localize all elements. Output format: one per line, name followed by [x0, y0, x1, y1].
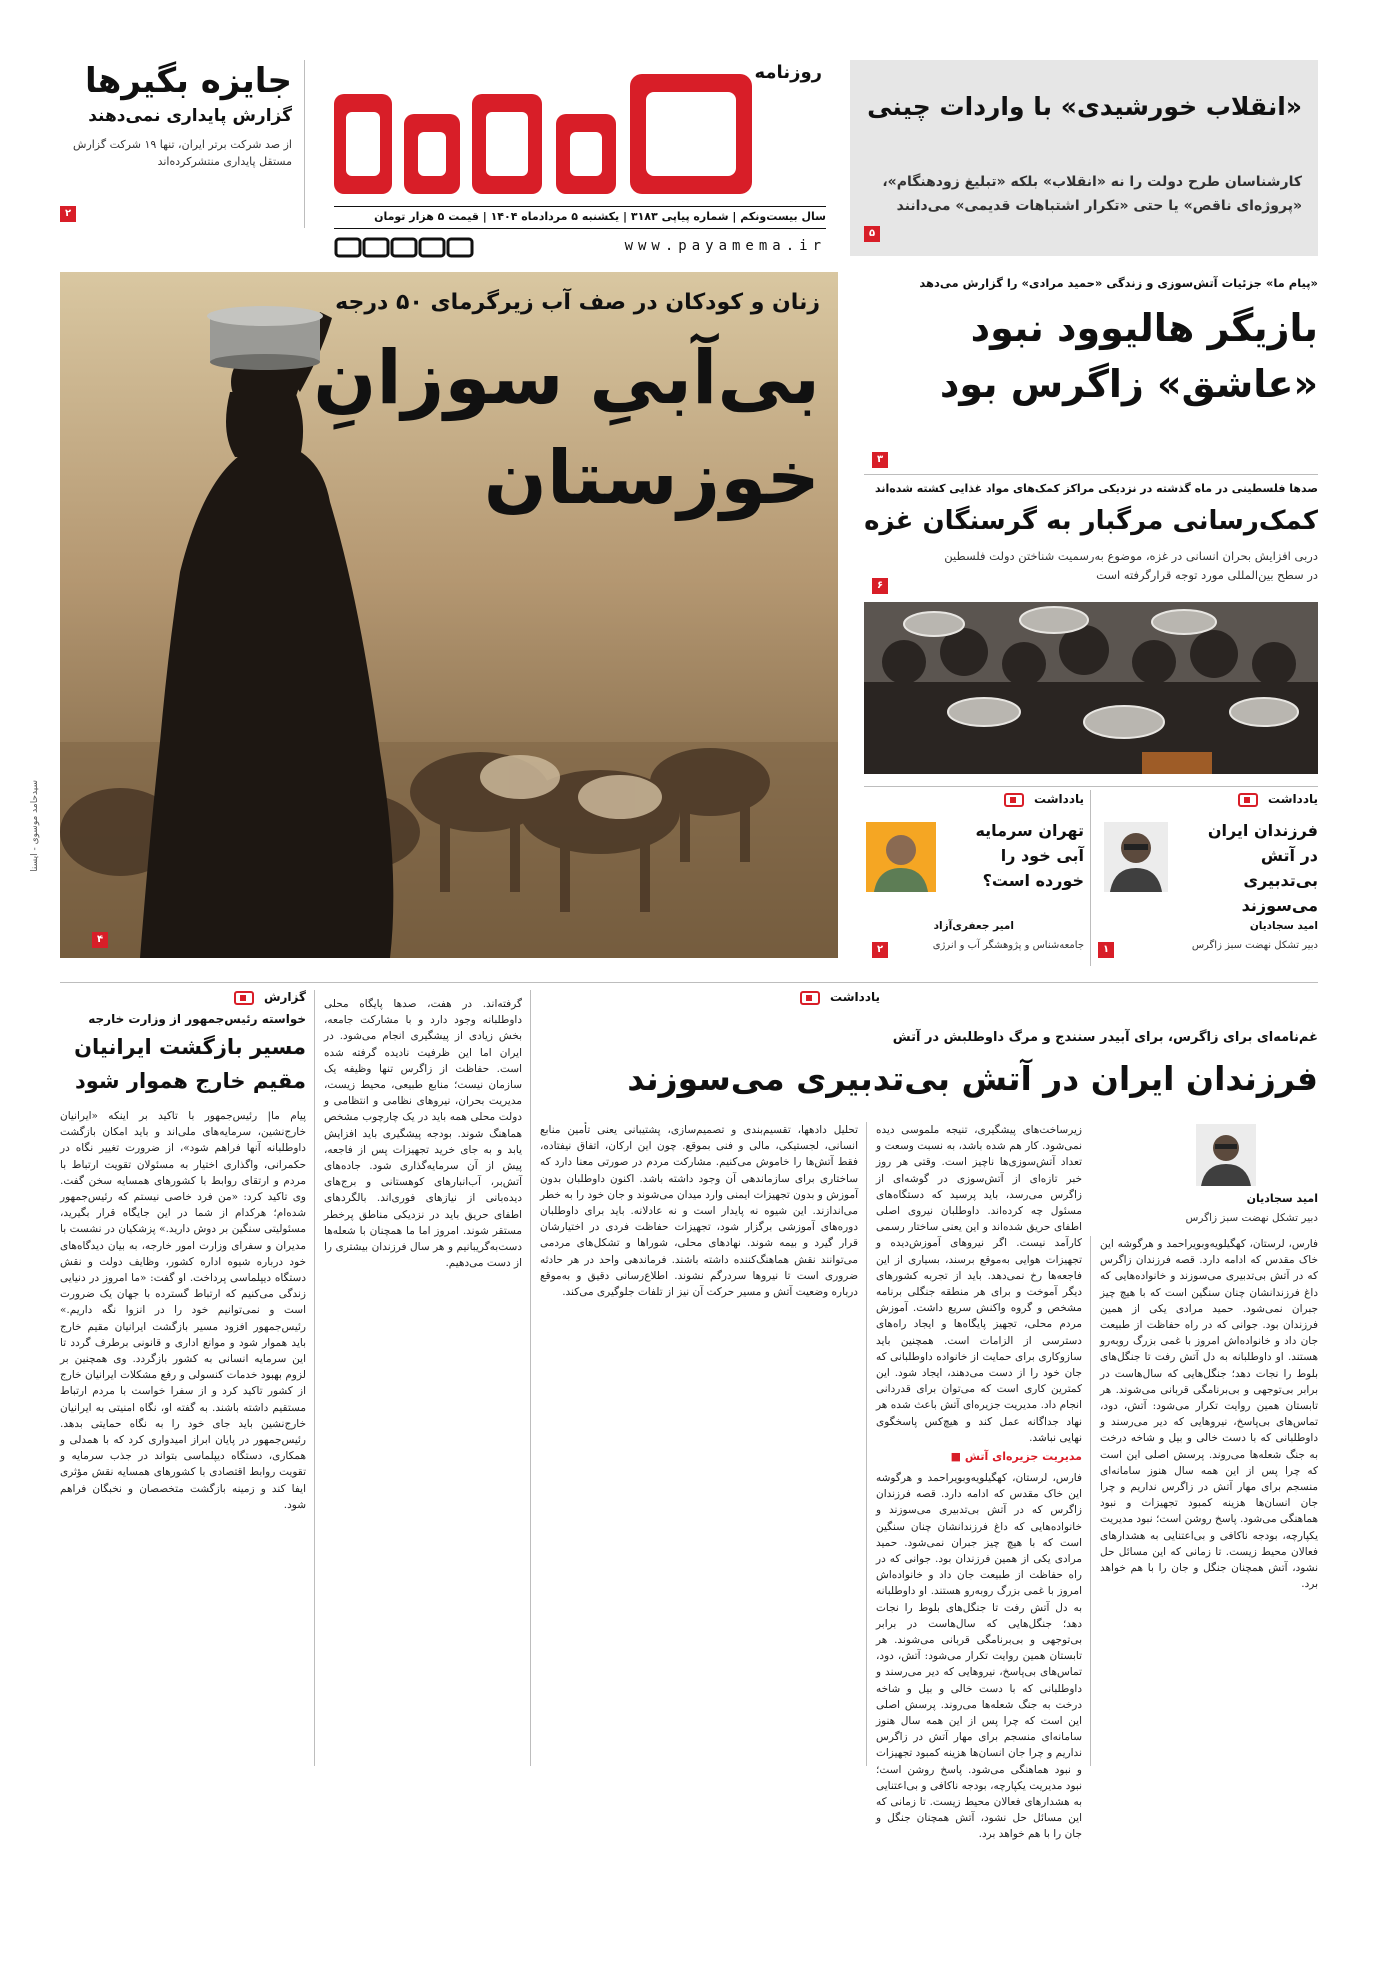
page-badge: ۲ [872, 942, 888, 958]
note-logo-icon [1238, 793, 1258, 807]
big-note-column-3: تحلیل دادهها، تقسیم‌بندی و تصمیم‌سازی، پشتیبانی یعنی تأمین منابع انسانی، لجستیکی، مالی و فنی بموقع. چون این ارکان، اتفاق نیفتاده، فقط آتش‌ها را خاموش می‌کنیم. مشارکت مردم در صورتی معنا دارد که ساختاری برای سازماندهی آن وجود داشته باشد. اکنون داوطلبان بدون آموزش و بدون تجهیزات ایمنی وارد میدان می‌شوند و جان خود را به خطر می‌اندازند. این شیوه نه پایدار است و نه عادلانه. باید برای داوطلبان دوره‌های آموزشی برگزار شود، تجهیزات حفاظت فردی در اختیارشان قرار گیرد و بیمه شوند. نهادهای محلی، شوراها و تشکل‌های مردمی می‌توانند نقش هماهنگ‌کننده داشته باشند. فرماندهی واحد در هر حادثه ضروری است تا نیروها سردرگم نشوند. اطلاع‌رسانی دقیق و به‌موقع درباره وضعیت آتش و مسیر حرکت آن نیز از تلفات جلوگیری می‌کند. [540, 1124, 858, 1299]
note-headline: فرزندان ایران در آتش بی‌تدبیری می‌سوزند [1207, 821, 1318, 915]
teaser-subtitle: گزارش پایداری نمی‌دهند [88, 106, 292, 126]
big-note-column-2: زیرساخت‌های پیشگیری، تنیجه ملموسی دیده نمی‌شود. کار هم شده باشد، به نسبت وسعت و تعداد آتش‌سوزی‌ها ناچیز است. وقتی هر روز خبر تازه‌ای از آتش‌سوزی در گوشه‌ای از زاگرس می‌رسد، باید پرسید که دستگاه‌های مسئول چه کرده‌اند. داوطلبان نیروی اصلی اطفای حریق شده‌اند و این یعنی ساختار رسمی کارآمد نیست. اگر نیروهای آموزش‌دیده و تجهیزات هوایی به‌موقع برسند، بسیاری از این فاجعه‌ها رخ نمی‌دهد. باید از تجربه کشورهای دیگر آموخت و برای هر منطقه جنگلی برنامه مشخص و گروه واکنش سریع داشت. آموزش مردم محلی، تجهیز پایگاه‌ها و ایجاد راه‌های دسترسی از الزامات است. همچنین باید سازوکاری برای حمایت از خانواده داوطلبانی که جان خود را از دست می‌دهند، ایجاد شود. این کمترین کاری است که می‌توان برای قدردانی انجام داد. مدیریت جزیره‌ای آتش باعث شده هر نهاد جداگانه عمل کند و هیچ‌کس پاسخگوی نهایی نباشد. [876, 1124, 1082, 1444]
note-role: جامعه‌شناس و پژوهشگر آب و انرژی [932, 940, 1084, 951]
big-note-subhead [876, 1450, 1082, 1463]
logo [334, 74, 754, 200]
author-avatar [1196, 1124, 1256, 1186]
gaza-photo[interactable] [864, 602, 1318, 774]
note-author: امید سجادیان [1249, 920, 1318, 932]
story-headline-2: «عاشق» زاگرس بود [939, 362, 1318, 406]
teaser-title: «انقلاب خورشیدی» با واردات چینی [867, 92, 1302, 121]
note-label: یادداشت [830, 990, 880, 1004]
story-kicker: «پیام ما» جزئیات آتش‌سوزی و زندگی «حمید مرادی» را گزارش می‌دهد [919, 276, 1318, 290]
report-label-row [60, 990, 306, 1005]
gaza-story[interactable] [864, 482, 1318, 602]
story-headline: بازیگر هالیوود نبود [970, 306, 1318, 350]
note-label-row [1098, 792, 1318, 807]
report-logo-icon [234, 991, 254, 1005]
masthead-meta: سال بیست‌ونکم | شماره پیاپی ۳۱۸۳ | یکشنبه ۵ مردادماه ۱۴۰۴ | قیمت ۵ هزار تومان [374, 210, 826, 223]
page-badge: ۴ [92, 932, 108, 948]
note-label-row [864, 792, 1084, 807]
photo-credit: سیدحامد موسوی - ایسنا [30, 780, 40, 872]
note-role: دبیر تشکل نهضت سبز زاگرس [1191, 940, 1318, 951]
main-headline-line2: خوزستان [483, 435, 820, 521]
note-headline: تهران سرمایه آبی خود را خورده است؟ [975, 821, 1084, 890]
big-note-headline: فرزندان ایران در آتش بی‌تدبیری می‌سوزند [627, 1059, 1318, 1098]
logo-mark [334, 74, 754, 200]
author-avatar [1104, 822, 1168, 892]
big-note-column-4: گرفته‌اند. در هفت، صدها پایگاه محلی داوطلبانه وجود دارد و با مشارکت جامعه، بخش زیادی از پیشگیری انجام می‌شود. در ایران اما این ظرفیت نادیده گرفته شده است. حفاظت از زاگرس تنها وظیفه یک سازمان نیست؛ منابع طبیعی، محیط زیست، مدیریت بحران، نیروهای نظامی و انتظامی و دولت محلی همه باید در یک چارچوب مشخص هماهنگ شوند. بودجه پیشگیری باید افزایش یابد و به جای خرید تجهیزات پس از فاجعه، پیش از آن سرمایه‌گذاری شود. جاده‌های آتش‌بر، آب‌انبارهای کوهستانی و برج‌های دیده‌بانی از نیازهای فوری‌اند. بالگردهای اطفای حریق باید در نزدیکی مناطق پرخطر مستقر شوند. امروز اما ما همچنان با شعله‌ها دست‌به‌گریبانیم و هر سال فرزندان بیشتری را از دست می‌دهیم. [324, 998, 522, 1270]
note-card-right[interactable] [1098, 792, 1318, 964]
big-note-role: دبیر تشکل نهضت سبز زاگرس [1185, 1212, 1318, 1224]
report-headline-1: مسیر بازگشت ایرانیان [74, 1035, 306, 1059]
note-label: یادداشت [1268, 792, 1318, 806]
report-kicker: خواسته رئیس‌جمهور از وزارت خارجه [88, 1012, 306, 1026]
teaser-body: از صد شرکت برتر ایران، تنها ۱۹ شرکت گزارش مستقل پایداری منتشرکرده‌اند [73, 138, 292, 168]
teaser-title: جایزه بگیرها [84, 61, 292, 101]
big-note-column-2b: فارس، لرستان، کهگیلویه‌وبویراحمد و هرگوشه این خاک مقدس که ادامه دارد. قصه فرزندان زاگرس که در آتش بی‌تدبیری می‌سوزند و خانواده‌هایی که داغ فرزندانشان چنان سنگین است که با هیچ چیز جبران نمی‌شود. حمید مرادی یکی از همین فرزندان بود. جوانی که در راه حفاظت از طبیعت جان داد و خانواده‌اش امروز با غمی بزرگ روبه‌رو هستند. او داوطلبانه به دل آتش رفت تا جنگل‌های بلوط را نجات دهد؛ جنگل‌هایی که سال‌هاست در برابر بی‌توجهی و بی‌برنامگی قربانی می‌شوند. هر تابستان همین روایت تکرار می‌شود: آتش، دود، تماس‌های بی‌پاسخ، نیروهایی که دیر می‌رسند و داوطلبانی که با دست خالی و بیل و شاخه درخت به جنگ شعله‌ها می‌روند. پرسش اصلی این است که چرا پس از این همه سال هنوز سامانه‌ای منسجم برای مهار آتش در زاگرس نداریم و چرا جان انسان‌ها هزینه کمبود تجهیزات و نبود هماهنگی می‌شود. پاسخ روشن است؛ نبود مدیریت یکپارچه، بودجه ناکافی و بی‌اعتنایی به هشدارهای فعالان محیط زیست. تا زمانی که این مسائل حل نشود، آتش همچنان جنگل و جان را با هم خواهد برد. [876, 1472, 1082, 1841]
report-body: پیام ما| رئیس‌جمهور با تاکید بر اینکه «ایرانیان خارج‌نشین، سرمایه‌های ملی‌اند و باید امکان بازگشت داوطلبانه آنها فراهم شود»، از ضرورت تغییر نگاه در حکمرانی، واگذاری اختیار به مسئولان تقویت ارتباط با مردم و ارتقای روابط با کشورهای همسایه سخن گفت. وی تاکید کرد: «من فرد خاصی نیستم که رئیس‌جمهور شده‌ام؛ هرکدام از شما در این جایگاه قرار بگیرید، مسئولیتی سنگین بر دوش دارید.» پزشکیان در نشست با مدیران و سفرای وزارت امور خارجه، به بیان دیدگاه‌های خود درباره شیوه اداره کشور، وظایف دولت و نقش دستگاه دیپلماسی پرداخت. او گفت: «ما امروز در دنیایی زندگی می‌کنیم که ارتباط گسترده با جهان یک ضرورت است و نمی‌توانیم خود را در انزوا نگه داریم.» رئیس‌جمهور افزود مسیر بازگشت ایرانیان مقیم خارج باید هموار شود و موانع اداری و قانونی برطرف گردد تا این سرمایه انسانی به کشور بازگردد. وی همچنین بر لزوم بهبود خدمات کنسولی و رفع مشکلات ایرانیان خارج از کشور تاکید کرد و از سفرا خواست با مردم ارتباط مستقیم داشته باشند. به گفته او، نگاه امنیتی به ایرانیان خارج‌نشین باید جای خود را به نگاه حمایتی بدهد. رئیس‌جمهور در پایان ابراز امیدواری کرد که با همدلی و همکاری، دستگاه دیپلماسی بتواند در جذب سرمایه و تقویت روابط اقتصادی با کشورهای همسایه نقش مؤثری ایفا کند و زمینه بازگشت متخصصان و نخبگان فراهم شود. [60, 1110, 306, 1511]
top-right-teaser[interactable] [850, 60, 1318, 256]
masthead-label: روزنامه [754, 62, 822, 83]
note-label: یادداشت [1034, 792, 1084, 806]
page-badge: ۱ [1098, 942, 1114, 958]
big-note-label-row [760, 990, 880, 1005]
note-author: امیر جعفری‌آزاد [933, 920, 1014, 932]
page-badge: ۵ [864, 226, 880, 242]
story-kicker: صدها فلسطینی در ماه گذشته در نزدیکی مراکز کمک‌های مواد غذایی کشته شده‌اند [874, 482, 1318, 495]
big-note-author: امید سجادیان [1246, 1192, 1318, 1205]
subhead-icon: ■ [950, 1450, 962, 1463]
big-note-kicker: غم‌نامه‌ای برای زاگرس، برای آبیدر سنندج و مرگ داوطلبش در آتش [892, 1030, 1318, 1045]
subhead-text: مدیریت جزیره‌ای آتش [964, 1450, 1082, 1463]
main-kicker: زنان و کودکان در صف آب زیرگرمای ۵۰ درجه [335, 290, 820, 315]
report-label: گزارش [263, 990, 306, 1004]
story-body: دربی افزایش بحران انسانی در غزه، موضوع به‌رسمیت شناختن دولت فلسطین در سطح بین‌المللی مورد توجه قرارگرفته است [944, 549, 1318, 582]
page-badge: ۳ [872, 452, 888, 468]
note-card-left[interactable] [864, 792, 1084, 964]
hollywood-story[interactable] [864, 276, 1318, 456]
page-badge: ۶ [872, 578, 888, 594]
note-logo-icon [800, 991, 820, 1005]
author-avatar [866, 822, 936, 892]
masthead[interactable] [334, 60, 826, 256]
teaser-body: کارشناسان طرح دولت را نه «انقلاب» بلکه «تبلیغ زودهنگام»، «پروژه‌ای ناقص» یا حتی «تکرار اشتباهات قدیمی» می‌دانند [882, 174, 1302, 214]
masthead-url[interactable]: www.payamema.ir [624, 238, 826, 254]
gaza-crowd-photo [864, 602, 1318, 774]
page-badge: ۲ [60, 206, 76, 222]
note-logo-icon [1004, 793, 1024, 807]
big-note-column-1: فارس، لرستان، کهگیلویه‌وبویراحمد و هرگوشه این خاک مقدس که ادامه دارد. قصه فرزندان زاگرس که در آتش بی‌تدبیری می‌سوزند و خانواده‌هایی که داغ فرزندانشان چنان سنگین است که با هیچ چیز جبران نمی‌شود. حمید مرادی یکی از همین فرزندان بود. جوانی که در راه حفاظت از طبیعت جان داد و خانواده‌اش امروز با غمی بزرگ روبه‌رو هستند. او داوطلبانه به دل آتش رفت تا جنگل‌های بلوط را نجات دهد؛ جنگل‌هایی که سال‌هاست در برابر بی‌توجهی و بی‌برنامگی قربانی می‌شوند. هر تابستان همین روایت تکرار می‌شود: آتش، دود، تماس‌های بی‌پاسخ، نیروهایی که دیر می‌رسند و داوطلبانی که با دست خالی و بیل و شاخه درخت به جنگ شعله‌ها می‌روند. پرسش اصلی این است که چرا پس از این همه سال هنوز سامانه‌ای منسجم برای مهار آتش در زاگرس نداریم و چرا جان انسان‌ها هزینه کمبود تجهیزات و نبود هماهنگی می‌شود. پاسخ روشن است؛ نبود مدیریت یکپارچه، بودجه ناکافی و بی‌اعتنایی به هشدارهای فعالان محیط زیست. تا زمانی که این مسائل حل نشود، آتش همچنان جنگل و جان را با هم خواهد برد. [1100, 1238, 1318, 1591]
main-headline-line1: بی‌آبیِ سوزانِ [313, 335, 820, 421]
report-headline-2: مقیم خارج هموار شود [74, 1069, 306, 1093]
story-headline: کمک‌رسانی مرگبار به گرسنگان غزه [864, 506, 1318, 536]
top-left-teaser[interactable] [60, 60, 292, 228]
sub-logo-icon [334, 236, 474, 258]
